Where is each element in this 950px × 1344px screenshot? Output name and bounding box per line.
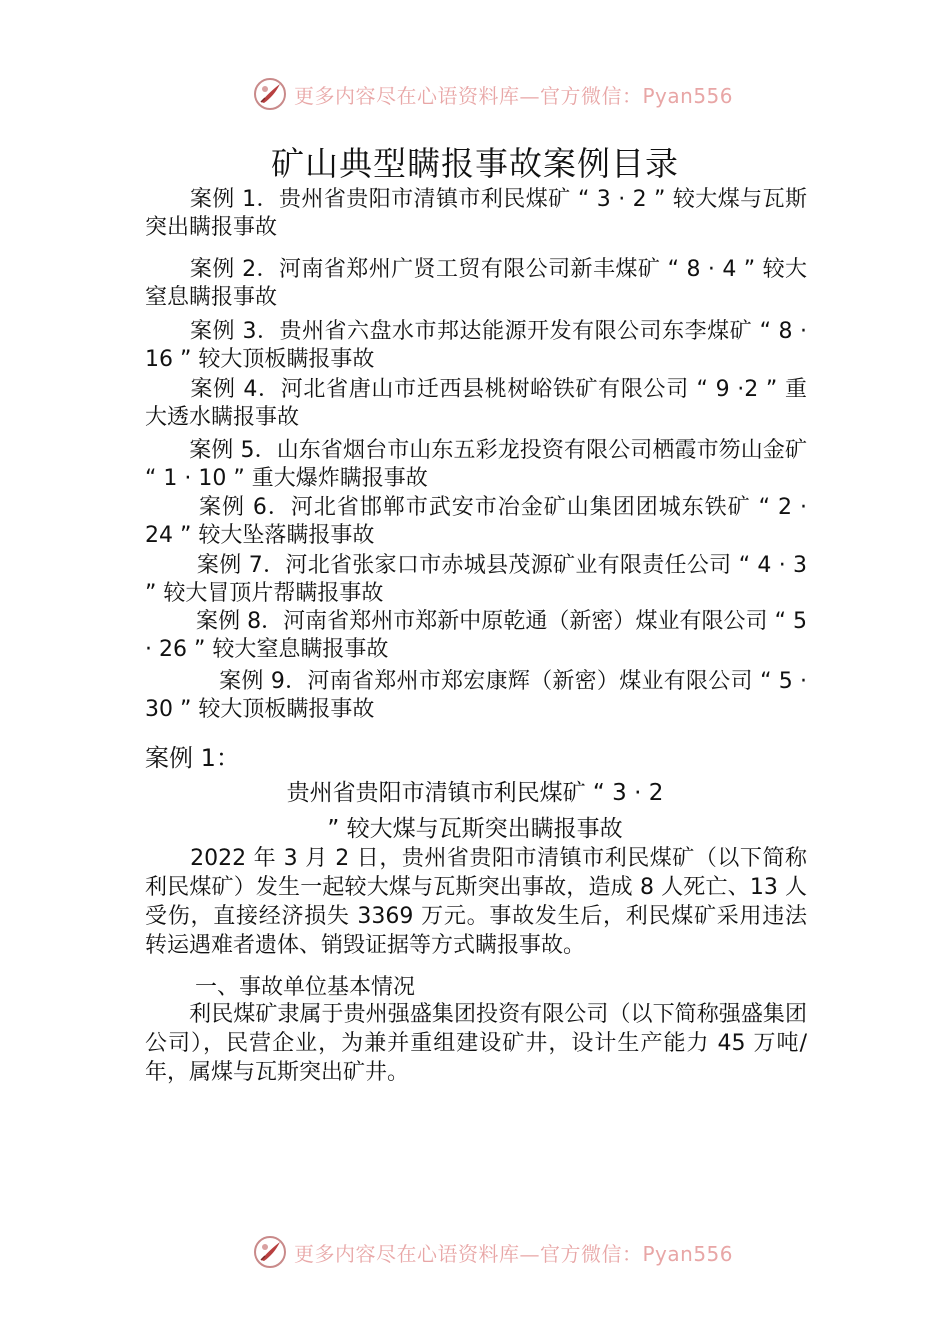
- section-1-paragraph: 利民煤矿隶属于贵州强盛集团投资有限公司（以下简称强盛集团公司），民营企业，为兼并重组建设矿井，设计生产能力 45 万吨/年，属煤与瓦斯突出矿井。: [145, 1002, 807, 1085]
- toc-item-6: 案例 6．河北省邯郸市武安市冶金矿山集团团城东铁矿 “ 2 · 24 ” 较大坠落瞒报事故: [145, 495, 814, 548]
- section-1-heading: 一、事故单位基本情况: [195, 975, 416, 1000]
- watermark-top: [252, 74, 733, 114]
- toc-item-5: 案例 5．山东省烟台市山东五彩龙投资有限公司栖霞市笏山金矿 “ 1 · 10 ” 重大爆炸瞒报事故: [145, 438, 814, 491]
- case-1-label: 案例 1：: [145, 744, 240, 772]
- quill-logo-icon: [252, 1234, 288, 1270]
- watermark-bottom: [252, 1232, 733, 1272]
- toc-item-1: 案例 1．贵州省贵阳市清镇市利民煤矿 “ 3 · 2 ” 较大煤与瓦斯突出瞒报事故: [145, 187, 807, 240]
- watermark-text: 更多内容尽在心语资料库—官方微信：Pyan556: [294, 83, 734, 108]
- toc-item-2: 案例 2．河南省郑州广贤工贸有限公司新丰煤矿 “ 8 · 4 ” 较大窒息瞒报事故: [145, 257, 807, 310]
- toc-item-7: 案例 7．河北省张家口市赤城县茂源矿业有限责任公司 “ 4 · 3 ” 较大冒顶片帮瞒报事故: [145, 553, 814, 606]
- watermark-text: 更多内容尽在心语资料库—官方微信：Pyan556: [294, 1241, 734, 1266]
- document-title: 矿山典型瞒报事故案例目录: [271, 144, 679, 183]
- toc-item-4: 案例 4．河北省唐山市迁西县桃树峪铁矿有限公司 “ 9 ·2 ” 重大透水瞒报事故: [145, 377, 807, 430]
- case-1-title-line-2: ” 较大煤与瓦斯突出瞒报事故: [327, 816, 623, 842]
- toc-item-3: 案例 3．贵州省六盘水市邦达能源开发有限公司东李煤矿 “ 8 · 16 ” 较大顶板瞒报事故: [145, 319, 814, 372]
- quill-logo-icon: [252, 76, 288, 112]
- case-1-intro-paragraph: 2022 年 3 月 2 日，贵州省贵阳市清镇市利民煤矿（以下简称利民煤矿）发生一起较大煤与瓦斯突出事故，造成 8 人死亡、13 人受伤，直接经济损失 3369 万元。事故发生后，利民煤矿采用违法转运遇难者遗体、销毁证据等方式瞒报事故。: [145, 846, 807, 958]
- toc-item-8: 案例 8．河南省郑州市郑新中原乾通（新密）煤业有限公司 “ 5 · 26 ” 较大窒息瞒报事故: [145, 609, 814, 662]
- toc-item-9: 案例 9．河南省郑州市郑宏康辉（新密）煤业有限公司 “ 5 · 30 ” 较大顶板瞒报事故: [145, 669, 814, 722]
- case-1-title-line-1: 贵州省贵阳市清镇市利民煤矿 “ 3 · 2: [286, 780, 664, 806]
